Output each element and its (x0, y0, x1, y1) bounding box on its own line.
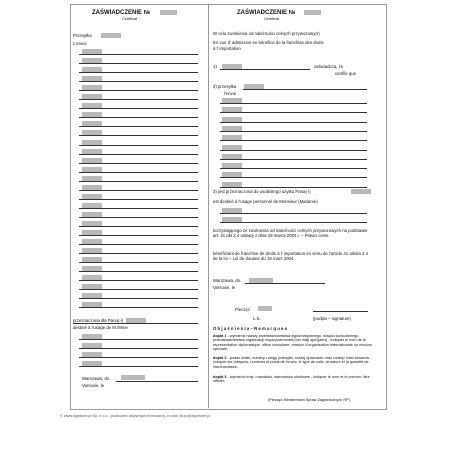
note-1-head: dopkt 1 (213, 334, 227, 338)
left-place-date-label: Warszawa, dn. (82, 376, 111, 381)
right-zaswiadcza: zaświadcza, że (314, 64, 344, 69)
left-shipment-row-line (79, 99, 198, 100)
right-number-field[interactable] (304, 10, 321, 15)
right-podpis-label: (podpis – signature) (313, 316, 351, 321)
right-shipment-row-line (220, 150, 367, 151)
right-date-line (245, 283, 325, 284)
right-shipment-row-line (220, 159, 367, 160)
left-shipment-row-line (79, 63, 198, 64)
right-shipment-row-line (220, 177, 367, 178)
left-shipment-row-line (79, 172, 198, 173)
left-shipment-row-line (79, 289, 198, 290)
right-shipment-row-line (220, 187, 367, 188)
right-shipment-row-line (220, 112, 367, 113)
left-shipment-row-line (79, 154, 198, 155)
left-recipient-row-line (79, 357, 198, 358)
left-przesylka-field[interactable] (101, 33, 121, 38)
left-shipment-row-line (79, 81, 198, 82)
left-destine-label: destiné à l'usage de M./Mme (73, 325, 128, 330)
right-ls-label: L.S. (253, 316, 261, 321)
left-shipment-row-line (79, 72, 198, 73)
left-title: ZAŚWIADCZENIE № (92, 10, 151, 16)
right-shipment-row-line (220, 168, 367, 169)
left-shipment-row-line (79, 190, 198, 191)
left-przeznaczona-line (73, 323, 198, 324)
right-item3-field[interactable] (351, 189, 371, 194)
right-item2-line (243, 89, 367, 90)
left-shipment-row-line (79, 280, 198, 281)
note-3-text: - wymienić imię i nazwisko, stanowisko służbowe - indiquer le nom et le prénom, titre officiel; (213, 375, 370, 384)
right-person-row-line (220, 222, 367, 223)
left-shipment-row-line (79, 181, 198, 182)
right-en-vue: En vue d' admission en bénéfice de la franchise des droits (213, 40, 324, 45)
left-shipment-row-line (79, 163, 198, 164)
note-2-text: - podać znaki, numery i wagę przesyłki, rodzaj opakowań oraz rodzaj i ilość towarów, - indiquer les marques, numéros et poids de l'envoi, le type de colis, la nature et la quantité de marchandises; (213, 356, 373, 369)
left-shipment-row-line (79, 217, 198, 218)
right-objasnienia-heading: O b j a ś n i e n i a – R e m a r q u e s (213, 326, 288, 331)
left-shipment-row-line (79, 108, 198, 109)
left-recipient-row-line (79, 348, 198, 349)
right-note-2 (213, 356, 373, 369)
right-korzystajacego: korzystającego ze zwolnienia od należności celnych przywozowych na podstawie art. 41 pkt 2.4 ustawy z dnia 19 marca 2004 r. – Prawo celne. (213, 228, 368, 238)
left-shipment-row-line (79, 226, 198, 227)
right-place-date-label: Warszawa, dn. (213, 278, 242, 283)
left-date-line (116, 381, 198, 382)
right-subtitle: Certificat (264, 17, 279, 21)
right-shipment-row-line (220, 131, 367, 132)
right-w-celu: W celu zwolnienia od należności celnych przywozowych (213, 31, 320, 36)
right-person-row-line (220, 213, 367, 214)
left-shipment-row-line (79, 298, 198, 299)
footer-copyright: © www.signform.pl Sp. z o.o., producent aktywnych formularzy, e-mail: biuro@signform.pl (60, 414, 211, 418)
left-shipment-row-line (79, 253, 198, 254)
left-shipment-row-line (79, 135, 198, 136)
note-2-head: dopkt 2 (213, 356, 227, 360)
left-shipment-row-line (79, 54, 198, 55)
right-item1-number: 1) (213, 64, 217, 69)
right-destine-label: est destiné à l'usage personnel de Monsieur (Madame) (213, 199, 318, 204)
left-shipment-row-line (79, 262, 198, 263)
right-certifie: certifie que (335, 71, 357, 76)
note-1-text: - wymienić nazwę przedstawicielstwa dyplomatycznego, urzędu konsularnego, przedstawicielstwa organizacji międzynarodowej lub misji specjalnej - indiquer le nom de la représentation diplomatique, office consulaire, mission d'organisation internationale ou mission spéciale; (213, 334, 372, 352)
left-shipment-row-line (79, 90, 198, 91)
right-beneficiant: bénéficiant de franchise de droits à l' importation en vertu de l'article 41 alinéa 2.4 de la loi – Loi de douane du 19 mars 2004. (213, 251, 368, 261)
column-divider (208, 4, 209, 408)
left-recipient-row-line (79, 366, 198, 367)
left-przesylka-label: Przesyłka (73, 33, 92, 38)
left-place-date-fr-label: Varsovie, le (82, 383, 105, 388)
right-shipment-row-line (220, 103, 367, 104)
right-note-3 (213, 375, 373, 384)
right-shipment-row-line (220, 122, 367, 123)
right-item3-label: 3) jest przeznaczona do osobistego użytku Pana(-i) (213, 189, 311, 194)
right-a-importation: à l' importation (213, 46, 241, 51)
left-shipment-row-line (79, 199, 198, 200)
right-item2-label: 2) przesyłka (213, 84, 237, 89)
right-ministry-stamp-label: (Pieczęć Ministerstwa Spraw Zagranicznych RP) (268, 398, 350, 402)
right-title: ZAŚWIADCZENIE № (237, 10, 296, 16)
right-signature-line (313, 311, 368, 312)
right-shipment-row-line (220, 140, 367, 141)
left-shipment-row-line (79, 145, 198, 146)
left-date-field[interactable] (121, 375, 145, 380)
left-number-field[interactable] (160, 10, 177, 15)
left-shipment-row-line (79, 208, 198, 209)
left-shipment-row-line (79, 235, 198, 236)
note-3-head: dopkt 3 (213, 375, 227, 379)
right-note-1 (213, 334, 373, 352)
right-place-date-fr-label: Varsovie, le (213, 285, 236, 290)
right-lenvoi-label: l'envoi (224, 91, 237, 96)
right-pieczec-label: Pieczęć (235, 307, 251, 312)
left-shipment-row-line (79, 307, 198, 308)
left-shipment-row-line (79, 126, 198, 127)
left-subtitle: Certificat (122, 17, 137, 21)
left-shipment-row-line (79, 244, 198, 245)
left-przeznaczona-label: przeznaczona dla Pana(-i) (73, 318, 124, 323)
left-shipment-row-line (79, 271, 198, 272)
right-stamp-field[interactable] (258, 306, 272, 311)
left-shipment-row-line (79, 117, 198, 118)
right-item1-line (220, 69, 310, 70)
left-lenvoi-label: L'envoi (73, 41, 87, 46)
left-recipient-row-line (79, 339, 198, 340)
